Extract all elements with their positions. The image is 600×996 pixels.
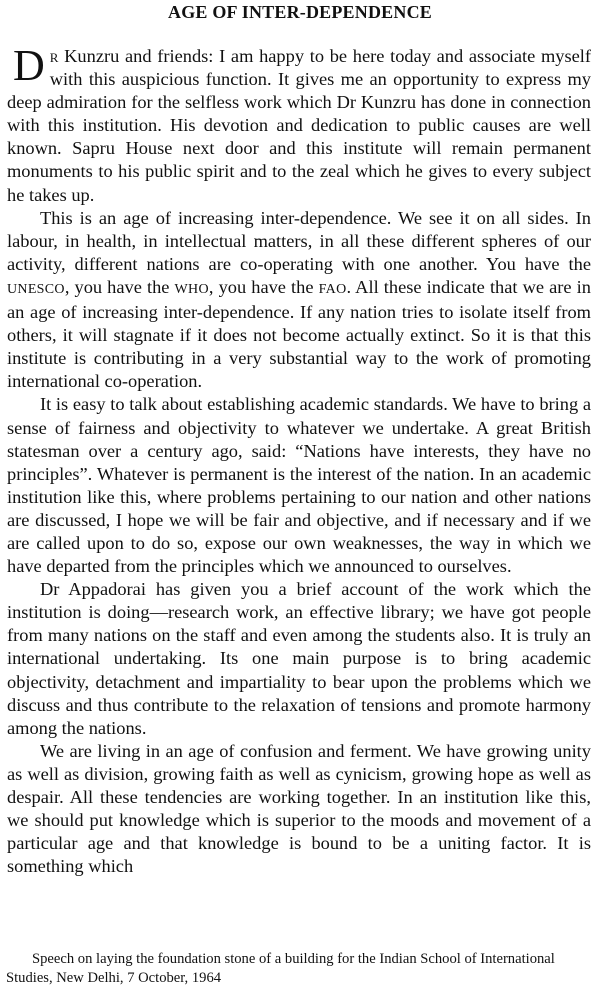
paragraph-2-text-a: This is an age of increasing inter-dependence. We see it on all sides. In labour, in health, in intellectual matters, in all these different spheres of our activity, different nations are co-operating with one another. You have the <box>7 207 591 274</box>
paragraph-4: Dr Appadorai has given you a brief account of the work which the institution is doing—research work, an effective library; we have got people from many nations on the staff and even among the students also. It is truly an international undertaking. Its one main purpose is to bring academic objectivity, detachment and impartiality to bear upon the problems which we discuss and thus contribute to the relaxation of tensions and promote harmony among the nations. <box>7 579 591 738</box>
abbr-who: WHO <box>174 281 209 297</box>
paragraph-5: We are living in an age of confusion and ferment. We have growing unity as well as division, growing faith as well as cynicism, growing hope as well as despair. All these tendencies are working together. In an institution like this, we should put knowledge which is superior to the moods and movement of a particular age and that knowledge is bound to be a uniting factor. It is something which <box>7 740 591 877</box>
abbr-fao: FAO <box>318 281 347 297</box>
paragraph-1-text: Kunzru and friends: I am happy to be here today and associate myself with this auspicious function. It gives me an opportunity to express my deep admiration for the selfless work which Dr Kunzru has done in connection with this institution. His devotion and dedication to public causes are well known. Sapru House next door and this institute will remain permanent monuments to his public spirit and to the zeal which he gives to every subject he takes up. <box>7 46 591 205</box>
paragraph-2-text-b: , you have the <box>64 276 175 297</box>
abbr-unesco: UNESCO <box>7 281 65 297</box>
speech-body <box>7 41 591 878</box>
paragraph-1 <box>7 41 591 207</box>
paragraph-2 <box>7 207 591 394</box>
paragraph-2-text-c: , you have the <box>208 276 319 297</box>
footnote: Speech on laying the foundation stone of a building for the Indian School of International Studies, New Delhi, 7 October, 1964 <box>6 951 555 986</box>
drop-cap: D <box>13 41 45 90</box>
drop-cap-continuation: r <box>49 46 59 66</box>
paragraph-3: It is easy to talk about establishing academic standards. We have to bring a sense of fairness and objectivity to whatever we undertake. A great British statesman over a century ago, said: “Nations have interests, they have no principles”. Whatever is permanent is the interest of the nation. In an academic institution like this, where problems pertaining to our nation and other nations are discussed, I hope we will be fair and objective, and if necessary and if we are called upon to do so, expose our own weaknesses, the way in which we have departed from the principles which we announced to ourselves. <box>7 394 591 577</box>
page-title: AGE OF INTER-DEPENDENCE <box>168 2 432 22</box>
paragraph-2-text-d: . All these indicate that we are in an age of increasing inter-dependence. If any nation tries to isolate itself from others, it will stagnate if it does not become actually extinct. So it is that this institute is contributing in a very substantial way to the work of promoting international co-operation. <box>7 276 591 392</box>
